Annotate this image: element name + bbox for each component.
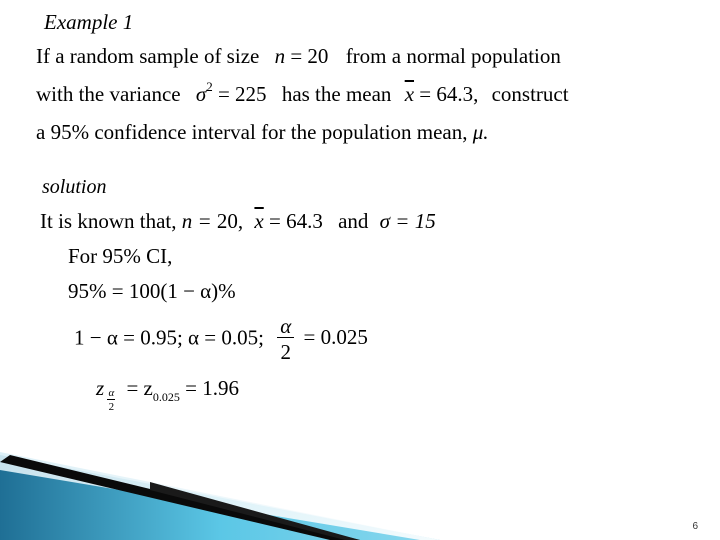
solution-heading: solution bbox=[42, 176, 107, 198]
known-values-line bbox=[40, 209, 436, 234]
known-xbar: $\overline{x}$ bbox=[254, 209, 264, 233]
z-subscript-numerator: α bbox=[108, 386, 115, 399]
ci-equation: 95% = 100(1 − α)% bbox=[68, 279, 236, 303]
alpha-half-value: = 0.025 bbox=[303, 325, 368, 350]
mean-value: = 64.3, bbox=[414, 82, 479, 106]
variance-value: = 225 bbox=[212, 82, 267, 106]
sigma-symbol: σ bbox=[195, 82, 207, 106]
known-prefix: It is known that, bbox=[40, 209, 177, 233]
example-title: Example 1 bbox=[44, 10, 134, 34]
known-and: and bbox=[338, 209, 369, 233]
alpha-equations: 1 − α = 0.95; α = 0.05; bbox=[74, 325, 264, 350]
problem-line-1-pre: If a random sample of size bbox=[36, 44, 260, 68]
z-subscript-denominator: 2 bbox=[108, 400, 115, 413]
problem-line-2-pre: with the variance bbox=[36, 82, 181, 106]
known-sigma: σ = 15 bbox=[379, 209, 436, 233]
known-xbar-value: = 64.3 bbox=[263, 209, 323, 233]
z-symbol: z bbox=[96, 376, 105, 400]
known-n: n = bbox=[181, 209, 217, 233]
alpha-half-denominator: 2 bbox=[280, 340, 291, 364]
problem-line-3-text: a 95% confidence interval for the population mean, bbox=[36, 120, 468, 144]
n-variable: n bbox=[274, 44, 286, 68]
alpha-half-fraction bbox=[277, 316, 294, 363]
problem-line-2-mid: has the mean bbox=[281, 82, 392, 106]
xbar-symbol: $\overline{x}$ bbox=[404, 82, 415, 106]
problem-line-1 bbox=[36, 44, 561, 69]
page-number: 6 bbox=[692, 521, 698, 532]
z-subscript-value: 0.025 bbox=[152, 390, 180, 404]
z-value-line bbox=[96, 376, 239, 413]
sigma-exponent: 2 bbox=[206, 79, 213, 94]
alpha-line bbox=[74, 316, 368, 363]
z-result: = 1.96 bbox=[179, 376, 239, 400]
problem-line-2 bbox=[36, 79, 569, 107]
z-subscript-fraction bbox=[107, 388, 115, 413]
problem-line-1-post: from a normal population bbox=[345, 44, 561, 68]
known-n-value: 20, bbox=[216, 209, 244, 233]
mu-symbol: μ. bbox=[472, 120, 489, 144]
ci-label: For 95% CI, bbox=[68, 244, 173, 268]
n-value: = 20 bbox=[285, 44, 329, 68]
alpha-half-numerator: α bbox=[277, 316, 294, 338]
problem-line-2-post: construct bbox=[491, 82, 569, 106]
problem-line-3 bbox=[36, 120, 489, 145]
z-equals: = z bbox=[126, 376, 153, 400]
